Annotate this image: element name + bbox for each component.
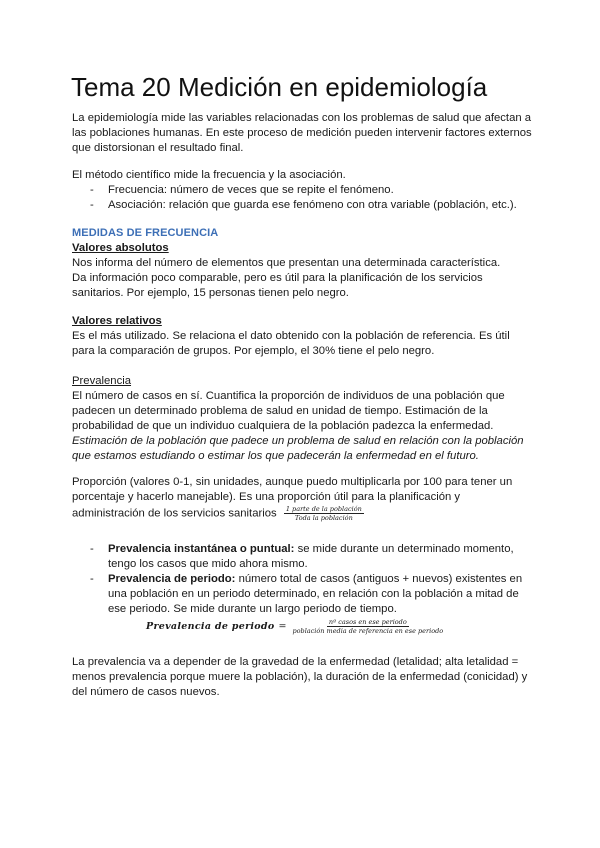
formula-lhs: Prevalencia de periodo [146, 621, 275, 632]
proporcion-text: Proporción (valores 0-1, sin unidades, aunque puedo multiplicarla por 100 para tener un porcentaje y hacerlo manejable). Es una proporción útil para la planificación y administración de los servicios sanitarios [72, 476, 513, 520]
fraction-numerator: 1 parte de la población [285, 505, 362, 513]
intro-paragraph: La epidemiología mide las variables relacionadas con los problemas de salud que afectan a las poblaciones humanas. En este proceso de medición pueden intervenir factores externos que distorsionan el resultado final. [72, 112, 532, 154]
list-item [72, 542, 534, 572]
fraction-numerator: nº casos en ese periodo [328, 618, 407, 626]
formula-fraction [290, 618, 445, 635]
prevalencia-italic: Estimación de la población que padece un problema de salud en relación con la población que estamos estudiando o estimar los que padecerán la enfermedad en el futuro. [72, 435, 524, 462]
prevalencia-section [72, 374, 534, 464]
list-item [72, 572, 534, 617]
dash-bullet: - [90, 573, 94, 585]
relativos-text: Es el más utilizado. Se relaciona el dato obtenido con la población de referencia. Es útil para la comparación de grupos. Por ejemplo, el 30% tiene el pelo negro. [72, 330, 510, 357]
proporcion-fraction [284, 505, 364, 522]
absolutos-line1: Nos informa del número de elementos que presentan una determinada característica. [72, 257, 501, 269]
tipo-title: Prevalencia de periodo: [108, 573, 236, 585]
prevalencia-text: El número de casos en sí. Cuantifica la proporción de individuos de una población que padecen un determinado problema de salud en unidad de tiempo. Estimación de la probabilidad de que un individuo cualquiera de la población padezca la enfermedad. [72, 390, 505, 432]
dash-bullet: - [90, 199, 94, 211]
proporcion-paragraph [72, 475, 534, 522]
dash-bullet: - [90, 543, 94, 555]
prevalencia-heading: Prevalencia [72, 375, 132, 387]
metodo-list [72, 183, 534, 213]
tipo-title: Prevalencia instantánea o puntual: [108, 543, 295, 555]
absolutos-heading: Valores absolutos [72, 242, 169, 254]
relativos-section [72, 314, 534, 359]
dash-bullet: - [90, 184, 94, 196]
absolutos-line2: Da información poco comparable, pero es útil para la planificación de los servicios sanitarios. Por ejemplo, 15 personas tienen pelo negro. [72, 272, 483, 299]
list-item: - Asociación: relación que guarda ese fenómeno con otra variable (población, etc.). [90, 199, 517, 211]
fraction-denominator: Toda la población [294, 514, 353, 522]
tipo-text: número total de casos (antiguos + nuevos) existentes en una población en un periodo determinado, en relación con la población a mitad de ese periodo. Se mide durante un largo periodo de tiempo. [108, 573, 523, 615]
fraction-denominator: población media de referencia en ese periodo [292, 627, 444, 635]
medidas-section [72, 226, 534, 301]
section-heading: MEDIDAS DE FRECUENCIA [72, 227, 219, 239]
prevalencia-periodo-formula [146, 618, 445, 635]
relativos-heading: Valores relativos [72, 315, 162, 327]
list-item: - Frecuencia: número de veces que se repite el fenómeno. [90, 184, 394, 196]
formula-equals: = [278, 621, 287, 632]
conclusion-paragraph: La prevalencia va a depender de la gravedad de la enfermedad (letalidad; alta letalidad = menos prevalencia porque muere la población), la duración de la enfermedad (conicidad) y del número de casos nuevos. [72, 656, 528, 698]
tipo-text: se mide durante un determinado momento, tengo los casos que mido ahora mismo. [108, 543, 514, 570]
metodo-text: El método científico mide la frecuencia y la asociación. [72, 169, 346, 181]
prevalencia-tipos-list [72, 542, 534, 617]
metodo-section [72, 168, 534, 213]
page-title: Tema 20 Medición en epidemiología [71, 72, 488, 102]
